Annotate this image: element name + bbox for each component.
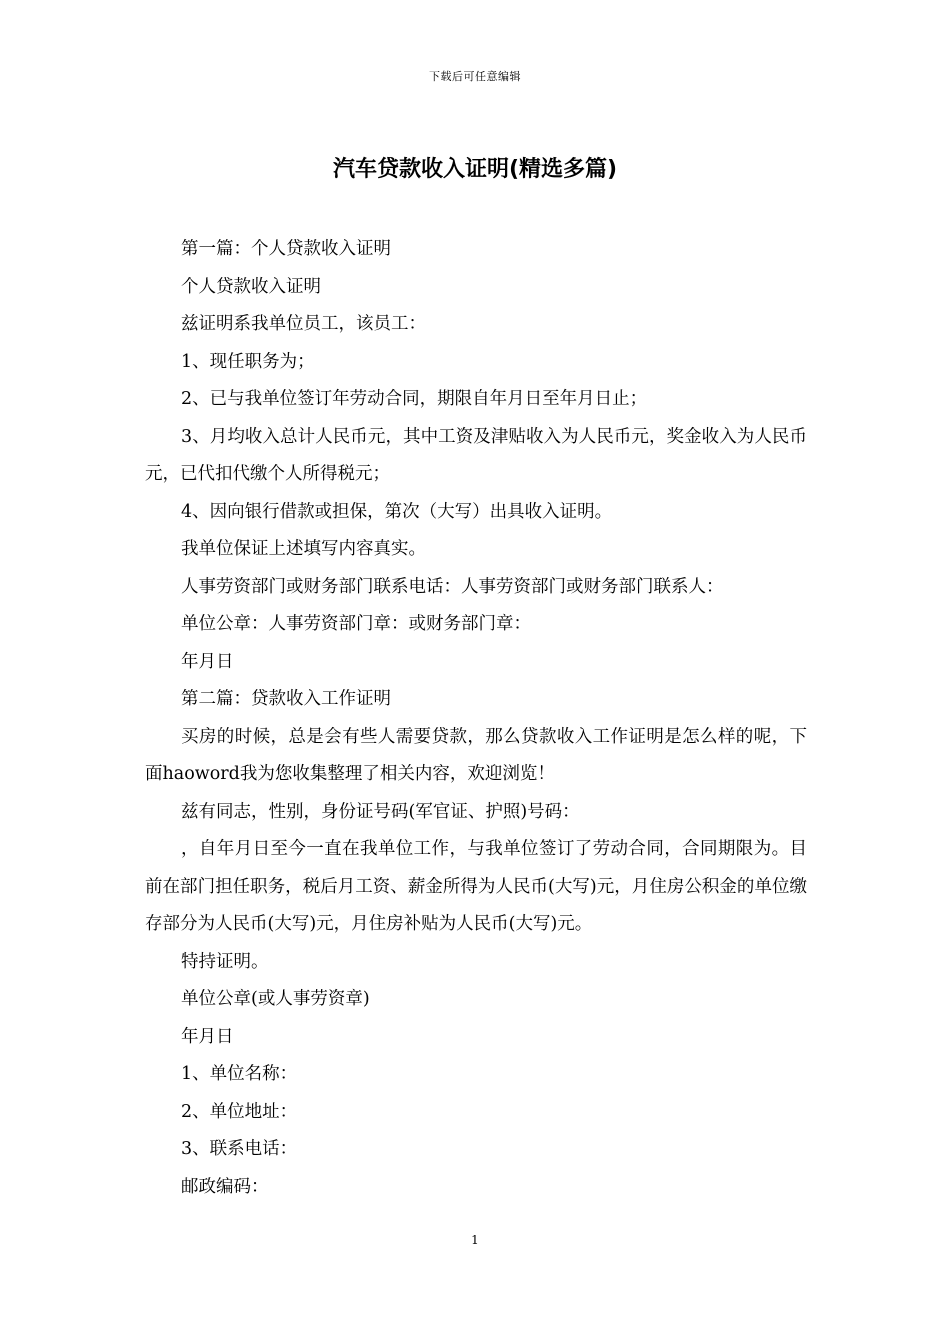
paragraph: 单位公章(或人事劳资章) bbox=[181, 989, 370, 1009]
paragraph: 4、因向银行借款或担保，第次（大写）出具收入证明。 bbox=[181, 501, 613, 522]
paragraph: 邮政编码： bbox=[181, 1176, 269, 1197]
paragraph: 个人贷款收入证明 bbox=[181, 276, 321, 297]
paragraph: 我单位保证上述填写内容真实。 bbox=[181, 539, 426, 559]
paragraph: 第二篇：贷款收入工作证明 bbox=[181, 689, 391, 709]
paragraph: 年月日 bbox=[181, 651, 234, 672]
paragraph: 年月日 bbox=[181, 1026, 234, 1047]
paragraph: 买房的时候，总是会有些人需要贷款，那么贷款收入工作证明是怎么样的呢，下面haoword我为您收集整理了相关内容，欢迎浏览！ bbox=[145, 726, 807, 784]
document-body bbox=[145, 231, 807, 1206]
page-number: 1 bbox=[471, 1233, 479, 1247]
paragraph: 特持证明。 bbox=[181, 951, 269, 972]
paragraph: 人事劳资部门或财务部门联系电话：人事劳资部门或财务部门联系人： bbox=[181, 576, 724, 597]
paragraph: ，自年月日至今一直在我单位工作，与我单位签订了劳动合同，合同期限为。目前在部门担任职务，税后月工资、薪金所得为人民币(大写)元，月住房公积金的单位缴存部分为人民币(大写)元，月住房补贴为人民币(大写)元。 bbox=[145, 839, 807, 934]
paragraph: 1、现任职务为； bbox=[181, 351, 315, 372]
header-note: 下载后可任意编辑 bbox=[429, 70, 521, 83]
paragraph: 单位公章：人事劳资部门章：或财务部门章： bbox=[181, 614, 531, 634]
paragraph: 1、单位名称： bbox=[181, 1064, 298, 1084]
paragraph: 2、已与我单位签订年劳动合同，期限自年月日至年月日止； bbox=[181, 389, 648, 409]
paragraph: 第一篇：个人贷款收入证明 bbox=[181, 239, 391, 259]
paragraph: 2、单位地址： bbox=[181, 1101, 298, 1122]
document-title: 汽车贷款收入证明(精选多篇) bbox=[332, 157, 618, 182]
paragraph: 3、联系电话： bbox=[181, 1139, 298, 1159]
paragraph: 兹有同志，性别，身份证号码(军官证、护照)号码： bbox=[181, 801, 580, 822]
paragraph: 3、月均收入总计人民币元，其中工资及津贴收入为人民币元，奖金收入为人民币元，已代扣代缴个人所得税元； bbox=[145, 426, 807, 484]
paragraph: 兹证明系我单位员工，该员工： bbox=[181, 314, 426, 334]
